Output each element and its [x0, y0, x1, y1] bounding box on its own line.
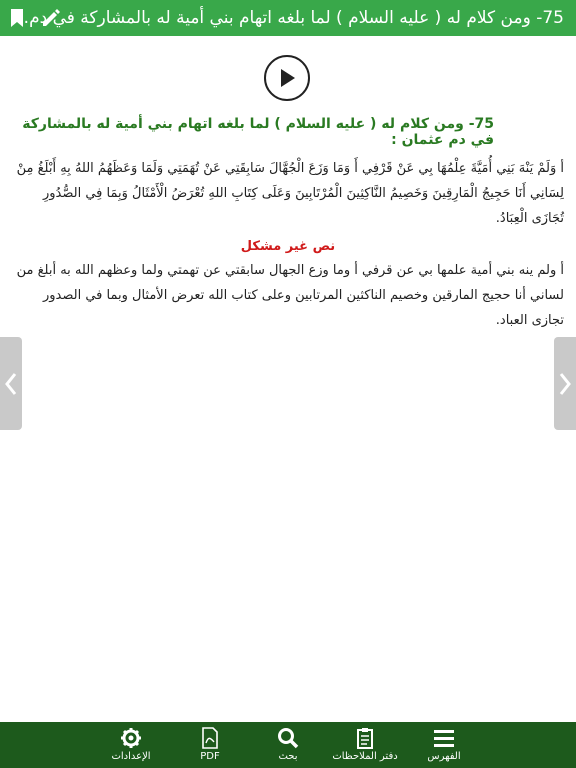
bottom-tab-bar [0, 722, 576, 768]
plain-text-subheading: نص غير مشكل [240, 239, 336, 254]
chevron-left-icon [5, 372, 17, 396]
next-page-button[interactable] [554, 337, 576, 430]
content-area [12, 108, 564, 333]
tab-index-label: الفهرس [427, 751, 461, 762]
plain-text: أ ولم ينه بني أمية علمها بي عن قرفي أ وما وزع الجهال سابقتي عن تهمتي ولما وعظهم الله به أبلغ من لساني أنا حجيج المارقين وخصيم الناكثين المرتابين وعلى كتاب الله تعرض الأمثال وبما في الصدور تجازى العباد. [16, 263, 564, 328]
notebook-icon [355, 727, 375, 749]
chevron-right-icon [559, 372, 571, 396]
menu-icon [433, 727, 455, 749]
tab-settings[interactable] [96, 722, 166, 768]
play-icon [277, 67, 297, 89]
tab-index[interactable] [409, 722, 479, 768]
play-button[interactable] [264, 55, 310, 101]
prev-page-button[interactable] [0, 337, 22, 430]
page-title: 75- ومن كلام له ( عليه السلام ) لما بلغه اتهام بني أمية له بالمشاركة في دم… [12, 8, 564, 28]
section-heading: 75- ومن كلام له ( عليه السلام ) لما بلغه اتهام بني أمية له بالمشاركة في دم عثمان : [22, 116, 494, 148]
tab-pdf-label: PDF [200, 751, 220, 762]
search-icon [277, 727, 299, 749]
top-app-bar [0, 0, 576, 36]
tab-settings-label: الإعدادات [111, 751, 151, 762]
tab-search[interactable] [253, 722, 323, 768]
tab-search-label: بحث [278, 751, 298, 762]
tab-notebook-label: دفتر الملاحظات [332, 751, 398, 762]
tab-pdf[interactable] [175, 722, 245, 768]
tab-notebook[interactable] [330, 722, 400, 768]
gear-icon [120, 727, 142, 749]
pdf-icon [201, 727, 219, 749]
diacritic-text: أ وَلَمْ يَنْهَ بَنِي أُمَيَّةَ عِلْمُهَا بِي عَنْ قَرْفِي أَ وَمَا وَزَعَ الْجُهَّالَ سَابِقَتِي عَنْ تُهَمَتِي وَلَمَا وَعَظَهُمُ اللهُ بِهِ أَبْلَغُ مِنْ لِسَانِي أَنَا حَجِيجُ الْمَارِقِينَ وَخَصِيمُ النَّاكِثِينَ الْمُرْتَابِينَ وَعَلَى كِتَابِ اللهِ تُعْرَضُ الْأَمْثَالُ وَبِمَا فِي الصُّدُورِ تُجَازَى الْعِبَادُ. [16, 161, 564, 226]
